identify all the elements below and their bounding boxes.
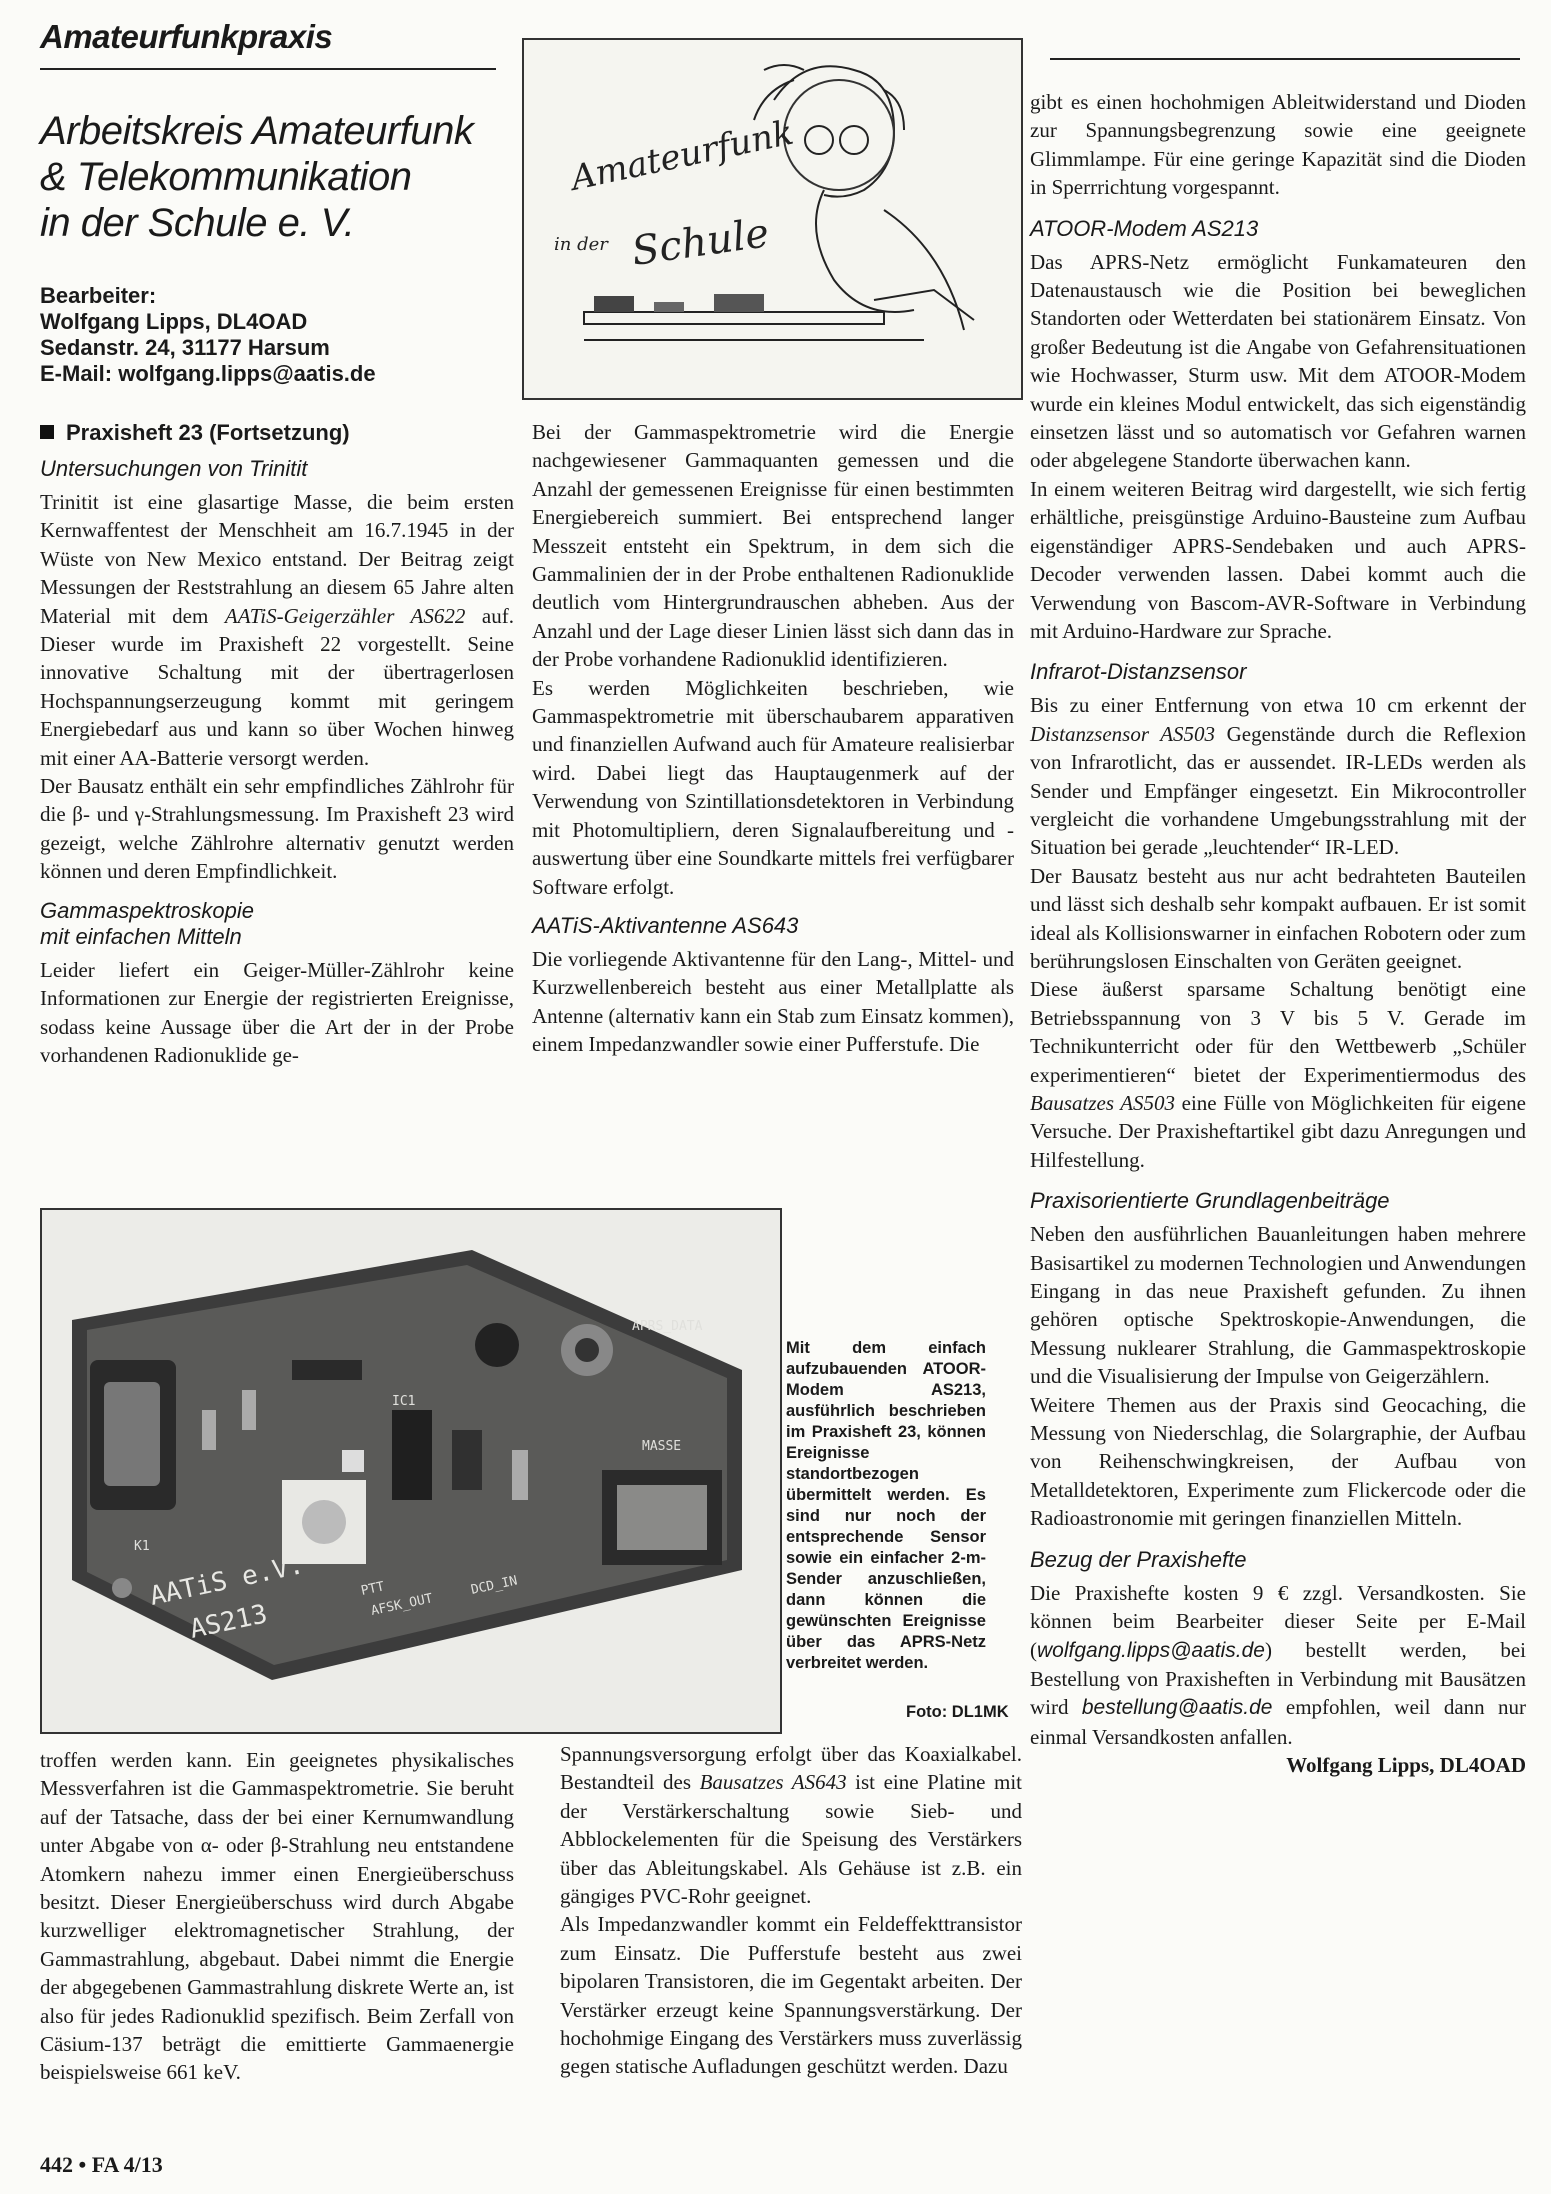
cartoon-caption-line2: Schule (628, 210, 772, 275)
silk-label: APRS_DATA (632, 1319, 703, 1334)
silk-label: IC1 (392, 1394, 416, 1409)
editor-email: E-Mail: wolfgang.lipps@aatis.de (40, 361, 376, 386)
title-line-2: & Telekommunikation (40, 155, 412, 199)
pcb-photo (40, 1208, 782, 1734)
cartoon-illustration (524, 40, 1021, 398)
paragraph: Die Praxishefte kosten 9 € zzgl. Versandkosten. Sie können beim Bearbeiter dieser Seite per E-Mail (wolfgang.lipps@aatis.de) bestellt werden, bei Bestellung von Praxisheften in Verbindung mit Bausätzen wird bestellung@aatis.de empfohlen, weil dann nur einmal Versandkosten anfallen. Wolfgang Lipps, DL4OAD (1030, 1579, 1526, 1751)
cartoon-caption-small: in der (554, 234, 608, 255)
paragraph: Weitere Themen aus der Praxis sind Geocaching, die Messung von Niederschlag, die Solargraphie, der Aufbau von Reihenschwingkreisen, der Aufbau von Metalldetektoren, Experimente zum Flickercode oder die Radioastronomie mit geringen finanziellen Mitteln. (1030, 1392, 1526, 1531)
paragraph: Als Impedanzwandler kommt ein Feldeffekttransistor zum Einsatz. Die Pufferstufe besteht aus zwei bipolaren Transistoren, die im Gegentakt arbeiten. Der Verstärker erzeugt keine Spannungsverstärkung. Der hochohmige Eingang des Verstärkers muss zuverlässig gegen statische Aufladungen geschützt werden. Dazu (560, 1912, 1022, 2079)
silk-label: K1 (134, 1539, 150, 1554)
paragraph: gibt es einen hochohmigen Ableitwiderstand und Dioden zur Spannungsbegrenzung sowie eine geeignete Glimmlampe. Für eine geringe Kapazität sind die Dioden in Sperrrichtung vorgespannt. (1030, 90, 1526, 200)
title-line-1: Arbeitskreis Amateurfunk (40, 109, 474, 153)
paragraph: Es werden Möglichkeiten beschrieben, wie Gammaspektrometrie mit überschaubarem apparativen und finanziellen Aufwand auch für Amateure realisierbar wird. Dabei liegt das Hauptaugenmerk auf der Verwendung von Szintillationsdetektoren in Verbindung mit Photomultipliern, deren Signalaufbereitung und -auswertung über eine Soundkarte mittels frei verfügbarer Software erfolgt. (532, 675, 1014, 899)
column-1-top (40, 420, 514, 1069)
editor-label: Bearbeiter: (40, 283, 157, 308)
editor-address: Sedanstr. 24, 31177 Harsum (40, 335, 330, 360)
subheading-trinitit: Untersuchungen von Trinitit (40, 456, 308, 481)
order-email-link[interactable]: bestellung@aatis.de (1081, 1696, 1273, 1720)
silk-label: DCD_IN (469, 1573, 519, 1598)
paragraph: In einem weiteren Beitrag wird dargestellt, wie sich fertig erhältliche, preisgünstige Arduino-Bausteine zum Aufbau eigenständiger APRS-Sendebaken und auch APRS-Decoder verwenden lassen. Dabei kommt auch die Verwendung von Bascom-AVR-Software in Verbindung mit Arduino-Hardware zur Sprache. (1030, 476, 1526, 643)
paragraph: Bei der Gammaspektrometrie wird die Energie nachgewiesener Gammaquanten gemessen und die Anzahl der gemessenen Ereignisse für einen bestimmten Energiebereich summiert. Bei entsprechend langer Messzeit entsteht ein Spektrum, in dem sich die Gammalinien der in der Probe enthaltenen Radionuklide deutlich vom Hintergrundrauschen abheben. Aus der Anzahl und der Lage dieser Linien lässt sich dann das in der Probe vorhandene Radionuklid identifizieren. (532, 420, 1014, 672)
cartoon-figure (522, 38, 1023, 400)
photo-caption: Mit dem einfach aufzubauenden ATOOR-Modem AS213, ausführlich beschrieben im Praxisheft 23, können Ereignisse standortbezogen übermittelt werden. Es sind nur noch der entsprechende Sensor sowie ein einfacher 2-m-Sender anzuschließen, dann können die gewünschten Ereignisse über das APRS-Netz verbreitet werden. (786, 1339, 986, 1672)
paragraph: Die vorliegende Aktivantenne für den Lang-, Mittel- und Kurzwellenbereich besteht aus einer Metallplatte als Antenne (alternativ kann ein Stab zum Einsatz kommen), einem Impedanzwandler sowie einer Pufferstufe. Die (532, 946, 1014, 1057)
pcb-illustration (42, 1210, 780, 1732)
paragraph: Spannungsversorgung erfolgt über das Koaxialkabel. Bestandteil des Bausatzes AS643 ist eine Platine mit der Verstärkerschaltung sowie Sieb- und Abblockelementen für die Speisung des Verstärkers über das Ableitungskabel. Als Gehäuse ist z.B. ein gängiges PVC-Rohr geeignet. (560, 1742, 1022, 1909)
section-label: Amateurfunkpraxis (40, 18, 333, 55)
paragraph: Bis zu einer Entfernung von etwa 10 cm erkennt der Distanzsensor AS503 Gegenstände durch die Reflexion von Infrarotlicht, das er aussendet. IR-LEDs werden als Sender und Empfänger eingesetzt. Ein Mikrocontroller vergleicht die vorhandene Umgebungsstrahlung mit der Situation bei gerade „leuchtender“ IR-LED. (1030, 693, 1526, 860)
silk-label: MASSE (642, 1439, 682, 1454)
board-label-2: AS213 (187, 1599, 271, 1645)
board-label-1: AATiS e.V. (147, 1549, 307, 1612)
paragraph: Das APRS-Netz ermöglicht Funkamateuren den Datenaustausch wie die Position bei beweglichen Standorten oder Wetterdaten bei stationärem Einsatz. Von großer Bedeutung ist die Angabe von Gefahrensituationen wie Hochwasser, Sturm usw. Mit dem ATOOR-Modem wurde ein kleines Modul entwickelt, das sich eigenständig einsetzen lässt und so automatisch vor Gefahren warnen oder abgelegene Standorte überwachen kann. (1030, 249, 1526, 473)
page-footer: 442 • FA 4/13 (40, 2152, 163, 2177)
paragraph: Diese äußerst sparsame Schaltung benötigt eine Betriebsspannung von 3 V bis 5 V. Gerade im Technikunterricht oder für den Wettbewerb „Schüler experimentieren“ bietet der Experimentiermodus des Bausatzes AS503 eine Fülle von Möglichkeiten für eigene Versuche. Der Praxisheftartikel gibt dazu Anregungen und Hilfestellung. (1030, 977, 1526, 1172)
article-title (40, 108, 520, 246)
photo-credit: Foto: DL1MK (906, 1703, 1009, 1721)
paragraph: Trinitit ist eine glasartige Masse, die beim ersten Kernwaffentest der Menschheit am 16.7.1945 in der Wüste von New Mexico entstand. Der Beitrag zeigt Messungen der Reststrahlung an diesem 65 Jahre alten Material mit dem AATiS-Geigerzähler AS622 auf. Dieser wurde im Praxisheft 22 vorgestellt. Seine innovative Schaltung mit der übertragerlosen Hochspannungserzeugung kommt mit geringem Energiebedarf aus und kann so über Wochen hinweg mit einer AA-Batterie versorgt werden. (40, 490, 514, 770)
paragraph: Leider liefert ein Geiger-Müller-Zählrohr keine Informationen zur Energie der registrierten Ereignisse, sodass keine Aussage über die Art der in der Probe vorhandenen Radionuklide ge- (40, 957, 514, 1067)
subheading-atoor-modem: ATOOR-Modem AS213 (1030, 215, 1259, 241)
bullet-square-icon (40, 425, 54, 439)
subheading-aktivantenne: AATiS-Aktivantenne AS643 (532, 912, 799, 938)
paragraph: troffen werden kann. Ein geeignetes physikalisches Messverfahren ist die Gammaspektrometrie. Sie beruht auf der Tatsache, dass der bei einer Kernumwandlung unter Abgabe von α- oder β-Strahlung neu entstandene Atomkern nahezu immer einen Energieüberschuss besitzt. Dieser Energieüberschuss wird durch Abgabe kurzwelliger elektromagnetischer Strahlung, der Gammastrahlung, abgebaut. Dabei nimmt die Energie der abgegebenen Gammastrahlung diskrete Werte an, ist also für jedes Radionuklid spezifisch. Beim Zerfall von Cäsium-137 beträgt die emittierte Gammaenergie beispielsweise 661 keV. (40, 1748, 514, 2085)
paragraph: Der Bausatz besteht aus nur acht bedrahteten Bauteilen und lässt sich deshalb sehr kompakt aufbauen. Er ist somit ideal als Kollisionswarner in einfachen Robotern oder zum berührungslosen Einschalten von Geräten geeignet. (1030, 863, 1526, 973)
silk-label: PTT (359, 1579, 386, 1599)
subheading-bezug: Bezug der Praxishefte (1030, 1546, 1247, 1572)
subheading-infrarot: Infrarot-Distanzsensor (1030, 659, 1247, 685)
header-rule-left (40, 68, 496, 70)
author-signature: Wolfgang Lipps, DL4OAD (1286, 1753, 1526, 1778)
section-heading: Praxisheft 23 (Fortsetzung) (40, 420, 514, 446)
cartoon-caption-line1: Amateurfunk (567, 112, 797, 199)
column-2-top (532, 418, 1014, 1059)
editor-block (40, 283, 376, 387)
column-1-bottom (40, 1746, 514, 2087)
header-rule-right (1050, 58, 1520, 60)
column-2-bottom (560, 1740, 1022, 2081)
silk-label: AFSK_OUT (369, 1591, 435, 1619)
subheading-grundlagen: Praxisorientierte Grundlagenbeiträge (1030, 1188, 1390, 1214)
title-line-3: in der Schule e. V. (40, 201, 355, 245)
subheading-gammaspektroskopie: Gammaspektroskopie mit einfachen Mitteln (40, 897, 254, 949)
column-3 (1030, 88, 1526, 1780)
editor-name: Wolfgang Lipps, DL4OAD (40, 309, 308, 334)
email-link[interactable]: wolfgang.lipps@aatis.de (1037, 1638, 1265, 1662)
paragraph: Neben den ausführlichen Bauanleitungen haben mehrere Basisartikel zu modernen Technologien und Anwendungen Eingang in das neue Praxisheft gefunden. Zu ihnen gehören optische Spektroskopie-Anwendungen, die Messung nuklearer Strahlung, die Gammaspektroskopie und die Visualisierung der Impulse von Geigerzählern. (1030, 1222, 1526, 1389)
paragraph: Der Bausatz enthält ein sehr empfindliches Zählrohr für die β- und γ-Strahlungsmessung. Im Praxisheft 23 wird gezeigt, welche Zählrohre alternativ genutzt werden können und deren Empfindlichkeit. (40, 774, 514, 884)
